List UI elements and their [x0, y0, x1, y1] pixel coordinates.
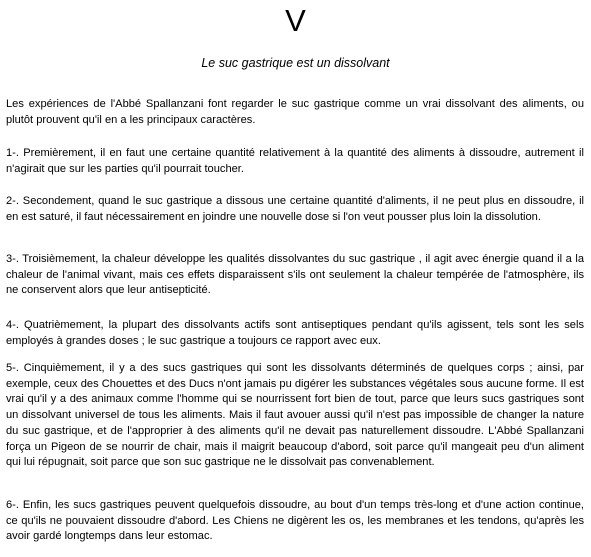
paragraph-1: 1-. Premièrement, il en faut une certaine quantité relativement à la quantité des aliments à dissoudre, autrement il n'agirait que sur les parties qu'il pourrait toucher. — [6, 147, 584, 175]
chapter-title: Le suc gastrique est un dissolvant — [201, 56, 390, 70]
paragraph-3: 3-. Troisièmement, la chaleur développe les qualités dissolvantes du suc gastrique , il agit avec énergie quand il a la chaleur de l'animal vivant, mais ces effets disparaissent s'ils ont seulement la chaleur tempérée de l'atmosphère, ils ne conservent alors que leur antisepticité. — [6, 253, 584, 297]
chapter-numeral: V — [285, 3, 306, 38]
paragraph-4: 4-. Quatrièmement, la plupart des dissolvants actifs sont antiseptiques pendant qu'ils agissent, tels sont les sels employés à grandes doses ; le suc gastrique a toujours ce rapport avec eux. — [6, 319, 584, 347]
paragraph-6: 6-. Enfin, les sucs gastriques peuvent quelquefois dissoudre, au bout d'un temps très-long et d'une action continue, ce qu'ils ne pouvaient dissoudre d'abord. Les Chiens ne digèrent les os, les membranes et les tendons, qu'après les avoir gardé longtemps dans leur estomac. — [6, 499, 584, 543]
paragraph-2: 2-. Secondement, quand le suc gastrique a dissous une certaine quantité d'aliments, il ne peut plus en dissoudre, il en est saturé, il faut nécessairement en joindre une nouvelle dose si l'on veut pousser plus loin la dissolution. — [6, 195, 584, 223]
paragraph-intro: Les expériences de l'Abbé Spallanzani font regarder le suc gastrique comme un vrai dissolvant des aliments, ou plutôt prouvent qu'il en a les principaux caractères. — [6, 98, 584, 126]
paragraph-5: 5-. Cinquièmement, il y a des sucs gastriques qui sont les dissolvants déterminés de quelques corps ; ainsi, par exemple, ceux des Chouettes et des Ducs n'ont jamais pu digérer les substances végétales sous aucune forme. Il est vrai qu'il y a des animaux comme l'homme qui se nourrissent fort bien de tout, parce que leurs sucs gastriques sont un dissolvant universel de tous les aliments. Mais il faut avouer aussi qu'il n'est pas impossible de changer la nature du suc gastrique, et de l'approprier à des aliments qu'il ne devait pas naturellement dissoudre. L'Abbé Spallanzani força un Pigeon de se nourrir de chair, mais il maigrit beaucoup d'abord, soit parce qu'il mangeait peu d'un aliment qui lui répugnait, soit parce que son suc gastrique ne le dissolvait pas convenablement. — [6, 362, 584, 469]
